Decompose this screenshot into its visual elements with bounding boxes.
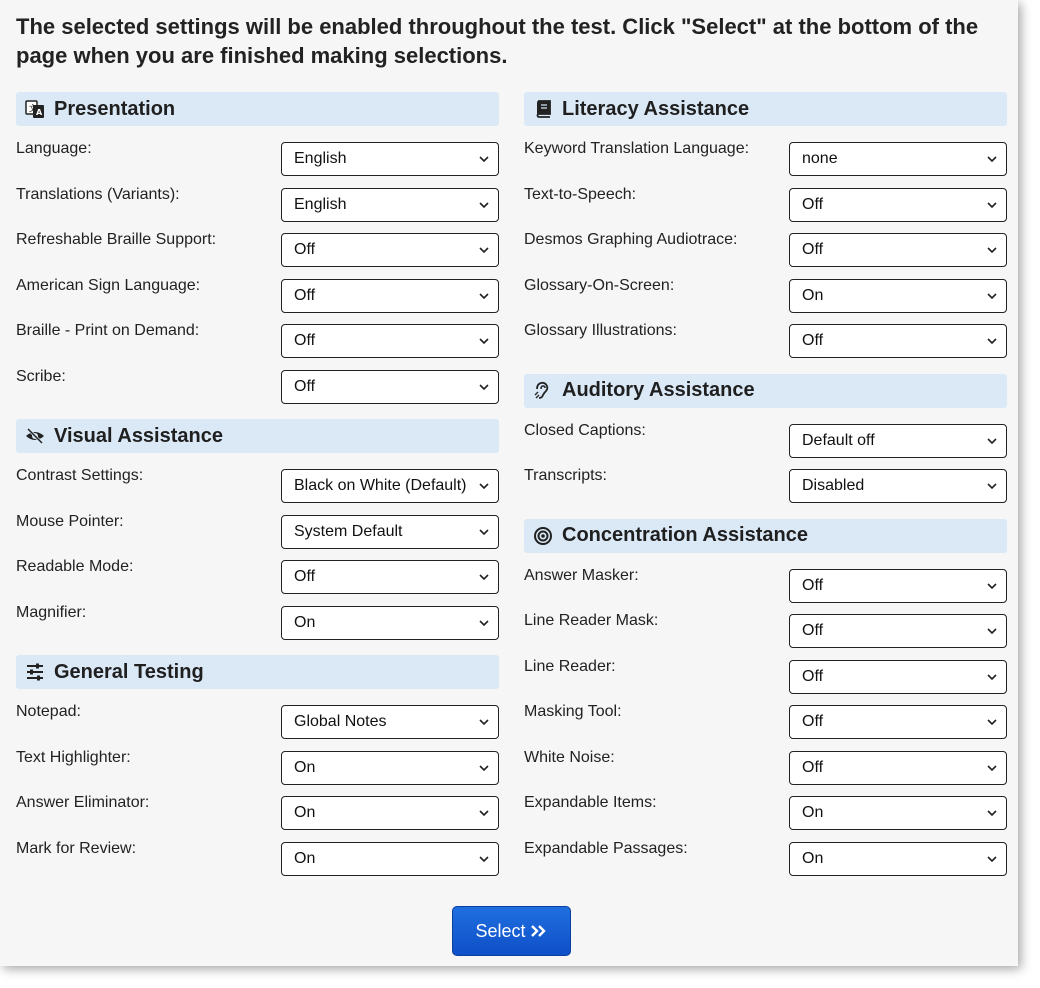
chevron-down-icon [986, 853, 998, 865]
chevron-down-icon [478, 571, 490, 583]
magnifier-select[interactable]: On [281, 606, 499, 640]
setting-label: Line Reader: [524, 657, 616, 675]
setting-label: Mouse Pointer: [16, 512, 124, 530]
mouse-pointer-select[interactable]: System Default [281, 515, 499, 549]
chevron-down-icon [478, 290, 490, 302]
setting-label: Glossary-On-Screen: [524, 276, 675, 294]
contrast-select[interactable]: Black on White (Default) [281, 469, 499, 503]
setting-label: Transcripts: [524, 467, 607, 484]
setting-row-contrast [16, 461, 499, 507]
setting-row-line-reader [524, 652, 1007, 698]
keyword-translation-select[interactable]: none [789, 142, 1007, 176]
setting-row-magnifier [16, 598, 499, 644]
transcripts-select[interactable]: Disabled [789, 469, 1007, 503]
setting-row-answer-eliminator [16, 788, 499, 834]
setting-label: Keyword Translation Language: [524, 140, 750, 157]
setting-label: Braille - Print on Demand: [16, 322, 200, 339]
right-column [524, 92, 1007, 879]
setting-label: Notepad: [16, 703, 81, 720]
setting-label: White Noise: [524, 748, 615, 766]
section-title: Concentration Assistance [562, 524, 808, 546]
glossary-illustrations-select[interactable]: Off [789, 324, 1007, 358]
setting-row-notepad [16, 697, 499, 743]
setting-row-scribe [16, 362, 499, 408]
setting-row-translations [16, 180, 499, 226]
setting-label: Magnifier: [16, 603, 87, 621]
setting-label: American Sign Language: [16, 276, 201, 294]
chevron-down-icon [986, 244, 998, 256]
chevron-down-icon [478, 526, 490, 538]
chevron-down-icon [478, 716, 490, 728]
translate-icon [24, 98, 46, 120]
left-column [16, 92, 499, 879]
chevron-down-icon [986, 199, 998, 211]
setting-label: Answer Eliminator: [16, 794, 150, 811]
setting-row-line-reader-mask [524, 606, 1007, 652]
section-general-testing [16, 655, 499, 689]
setting-row-answer-masker [524, 561, 1007, 607]
setting-label: Desmos Graphing Audiotrace: [524, 231, 738, 248]
setting-row-desmos-audiotrace [524, 225, 1007, 271]
chevron-down-icon [478, 762, 490, 774]
chevron-down-icon [986, 625, 998, 637]
setting-row-keyword-translation [524, 134, 1007, 180]
setting-row-closed-captions [524, 416, 1007, 462]
chevron-down-icon [986, 435, 998, 447]
glossary-on-screen-select[interactable]: On [789, 279, 1007, 313]
chevron-down-icon [478, 617, 490, 629]
setting-label: Contrast Settings: [16, 467, 144, 484]
white-noise-select[interactable]: Off [789, 751, 1007, 785]
chevron-down-icon [478, 853, 490, 865]
chevron-down-icon [478, 807, 490, 819]
instructions-text: The selected settings will be enabled throughout the test. Click "Select" at the bottom of the page when you are finished making selections. [16, 14, 979, 68]
select-button-label: Select [475, 920, 526, 941]
setting-row-text-highlighter [16, 743, 499, 789]
scribe-select[interactable]: Off [281, 370, 499, 404]
section-title: General Testing [54, 660, 204, 683]
setting-label: Closed Captions: [524, 421, 646, 439]
mark-for-review-select[interactable]: On [281, 842, 499, 876]
section-title: Presentation [54, 97, 176, 120]
setting-label: Answer Masker: [524, 566, 639, 584]
setting-label: Line Reader Mask: [524, 612, 659, 629]
braille-support-select[interactable]: Off [281, 233, 499, 267]
language-select[interactable]: English [281, 142, 499, 176]
chevron-down-icon [986, 716, 998, 728]
chevron-down-icon [986, 153, 998, 165]
setting-label: Refreshable Braille Support: [16, 231, 217, 248]
answer-eliminator-select[interactable]: On [281, 796, 499, 830]
chevron-down-icon [986, 762, 998, 774]
setting-row-expandable-passages [524, 834, 1007, 880]
svg-text:文: 文 [29, 104, 37, 113]
section-presentation [16, 92, 499, 126]
setting-label: Expandable Passages: [524, 839, 688, 857]
setting-row-expandable-items [524, 788, 1007, 834]
answer-masker-select[interactable]: Off [789, 569, 1007, 603]
text-highlighter-select[interactable]: On [281, 751, 499, 785]
section-literacy-assistance [524, 92, 1007, 126]
setting-row-masking-tool [524, 697, 1007, 743]
chevron-down-icon [986, 480, 998, 492]
select-button[interactable] [452, 906, 571, 956]
setting-row-mouse-pointer [16, 507, 499, 553]
chevron-down-icon [478, 199, 490, 211]
setting-row-readable-mode [16, 552, 499, 598]
text-to-speech-select[interactable]: Off [789, 188, 1007, 222]
setting-row-glossary-on-screen [524, 271, 1007, 317]
chevron-down-icon [478, 381, 490, 393]
expandable-passages-select[interactable]: On [789, 842, 1007, 876]
setting-label: Glossary Illustrations: [524, 322, 677, 339]
desmos-audiotrace-select[interactable]: Off [789, 233, 1007, 267]
setting-row-transcripts [524, 461, 1007, 507]
setting-label: Text-to-Speech: [524, 185, 637, 203]
book-icon [532, 98, 554, 120]
masking-tool-select[interactable]: Off [789, 705, 1007, 739]
setting-label: Scribe: [16, 367, 66, 385]
setting-row-asl [16, 271, 499, 317]
ear-icon [532, 380, 554, 402]
setting-label: Translations (Variants): [16, 185, 180, 203]
setting-row-text-to-speech [524, 180, 1007, 226]
svg-text:A: A [36, 108, 43, 117]
setting-row-language [16, 134, 499, 180]
setting-label: Language: [16, 140, 92, 157]
setting-row-white-noise [524, 743, 1007, 789]
double-chevron-right-icon [530, 924, 548, 938]
chevron-down-icon [986, 580, 998, 592]
notepad-select[interactable]: Global Notes [281, 705, 499, 739]
setting-label: Masking Tool: [524, 703, 622, 720]
sliders-icon [24, 661, 46, 683]
setting-label: Mark for Review: [16, 839, 137, 857]
readable-mode-select[interactable]: Off [281, 560, 499, 594]
chevron-down-icon [478, 153, 490, 165]
chevron-down-icon [986, 671, 998, 683]
closed-captions-select[interactable]: Default off [789, 424, 1007, 458]
eye-slash-icon [24, 425, 46, 447]
section-concentration-assistance [524, 519, 1007, 553]
setting-row-braille-print [16, 316, 499, 362]
section-title: Visual Assistance [54, 424, 223, 447]
setting-row-braille-support [16, 225, 499, 271]
expandable-items-select[interactable]: On [789, 796, 1007, 830]
braille-print-select[interactable]: Off [281, 324, 499, 358]
chevron-down-icon [478, 335, 490, 347]
section-title: Literacy Assistance [562, 97, 750, 120]
translations-select[interactable]: English [281, 188, 499, 222]
chevron-down-icon [478, 480, 490, 492]
setting-row-mark-for-review [16, 834, 499, 880]
section-visual-assistance [16, 419, 499, 453]
target-icon [532, 525, 554, 547]
setting-row-glossary-illustrations [524, 316, 1007, 362]
asl-select[interactable]: Off [281, 279, 499, 313]
chevron-down-icon [986, 290, 998, 302]
setting-label: Readable Mode: [16, 558, 134, 575]
line-reader-select[interactable]: Off [789, 660, 1007, 694]
section-auditory-assistance [524, 374, 1007, 408]
chevron-down-icon [478, 244, 490, 256]
line-reader-mask-select[interactable]: Off [789, 614, 1007, 648]
section-title: Auditory Assistance [562, 379, 755, 401]
setting-label: Text Highlighter: [16, 748, 131, 766]
setting-label: Expandable Items: [524, 794, 657, 811]
chevron-down-icon [986, 335, 998, 347]
chevron-down-icon [986, 807, 998, 819]
